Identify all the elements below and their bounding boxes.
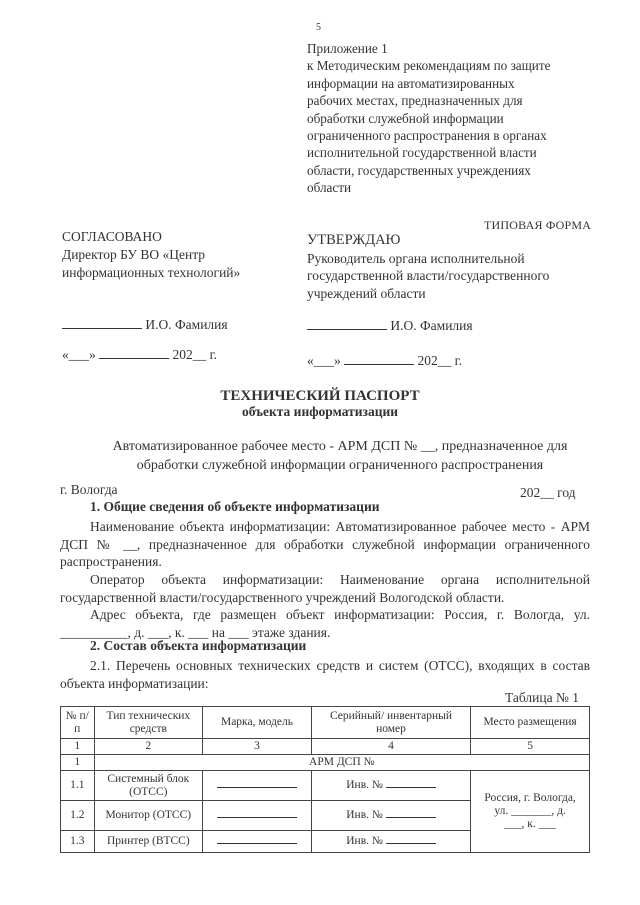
- table-cell: Принтер (ВТСС): [94, 831, 203, 853]
- table-cell: [311, 801, 470, 831]
- table-cell: [203, 801, 312, 831]
- blank-line: [217, 779, 297, 788]
- location-line: Россия, г. Вологда,: [484, 792, 576, 804]
- appendix-line: Приложение 1: [307, 41, 388, 56]
- table-header-cell: Место размещения: [471, 707, 590, 739]
- appendix-line: рабочих местах, предназначенных для: [307, 93, 523, 109]
- typical-form-label: ТИПОВАЯ ФОРМА: [484, 218, 592, 232]
- table-cell: [311, 771, 470, 801]
- date-month-line: [344, 363, 414, 365]
- approval-right-line: Руководитель органа исполнительной: [307, 250, 525, 266]
- date-month-line: [99, 357, 169, 359]
- approval-left-block: [62, 228, 287, 282]
- table-header-row: [61, 707, 590, 739]
- table-cell: 2: [94, 739, 203, 755]
- approval-left-heading: СОГЛАСОВАНО: [62, 229, 162, 244]
- appendix-line: ограниченного распространения в органах: [307, 128, 547, 144]
- section-1-paragraph: [60, 518, 590, 571]
- table-cell: АРМ ДСП №: [94, 755, 590, 771]
- arm-description: [90, 437, 590, 475]
- table-cell-location: [471, 771, 590, 853]
- table-header-cell: Серийный/ инвентарный номер: [311, 707, 470, 739]
- appendix-line: исполнительной государственной власти: [307, 145, 537, 161]
- inventory-label: Инв. №: [346, 835, 383, 847]
- signature-right: [307, 318, 473, 334]
- section-2-paragraph: [60, 657, 590, 692]
- paragraph-text: 2.1. Перечень основных технических средств и систем (ОТСС), входящих в состав объекта информатизации:: [60, 658, 590, 691]
- blank-line: [217, 809, 297, 818]
- table-cell: 4: [311, 739, 470, 755]
- appendix-line: области, государственных учреждениях: [307, 162, 531, 178]
- arm-description-line: обработки служебной информации ограниченного распространения: [136, 458, 544, 473]
- table-group-row: [61, 755, 590, 771]
- blank-line: [386, 779, 436, 788]
- approval-right-line: учреждений области: [307, 285, 426, 301]
- table-caption: Таблица № 1: [505, 690, 579, 705]
- approval-right-line: государственной власти/государственного: [307, 268, 550, 284]
- document-subtitle: объекта информатизации: [241, 404, 399, 419]
- equipment-table: [60, 706, 590, 853]
- date-left: [62, 347, 217, 363]
- date-year: 202__ г.: [172, 347, 218, 362]
- arm-description-line: Автоматизированное рабочее место - АРМ ДСП № __, предназначенное для: [112, 439, 568, 454]
- approval-right-block: [307, 232, 607, 302]
- table-cell: 5: [471, 739, 590, 755]
- signature-left: [62, 317, 228, 333]
- table-cell: [203, 831, 312, 853]
- date-day: «___»: [62, 347, 96, 362]
- table-header-cell: Марка, модель: [203, 707, 312, 739]
- approval-right-heading: УТВЕРЖДАЮ: [307, 232, 401, 248]
- blank-line: [386, 809, 436, 818]
- signature-line: [62, 327, 142, 329]
- blank-line: [386, 835, 436, 844]
- approval-left-line: информационных технологий»: [62, 265, 241, 280]
- location-line: ___, к. ___: [504, 818, 556, 830]
- table-row: [61, 771, 590, 801]
- approval-left-line: Директор БУ ВО «Центр: [62, 247, 206, 262]
- date-year: 202__ г.: [417, 353, 463, 368]
- table-header-cell: № п/п: [61, 707, 95, 739]
- section-1-paragraph: [60, 606, 590, 641]
- location-line: ул. _______, д.: [494, 805, 566, 817]
- table-cell: Системный блок (ОТСС): [94, 771, 203, 801]
- appendix-line: к Методическим рекомендациям по защите: [307, 58, 551, 74]
- appendix-note: [307, 40, 607, 197]
- table-cell: [311, 831, 470, 853]
- paragraph-text: Наименование объекта информатизации: Автоматизированное рабочее место - АРМ ДСП № __, предназначенное для обработки служебной информации ограниченного распространения.: [60, 519, 590, 569]
- paragraph-text: Адрес объекта, где размещен объект информатизации: Россия, г. Вологда, ул. __________, д. ___, к. ___ на ___ этаже здания.: [60, 607, 590, 640]
- table-numbering-row: [61, 739, 590, 755]
- table-cell: [203, 771, 312, 801]
- page-number: 5: [316, 22, 321, 33]
- appendix-line: обработки служебной информации: [307, 110, 504, 126]
- city: г. Вологда: [60, 482, 118, 497]
- date-day: «___»: [307, 353, 341, 368]
- table-cell: 1: [61, 755, 95, 771]
- blank-line: [217, 835, 297, 844]
- signature-name: И.О. Фамилия: [145, 317, 228, 332]
- table-cell: 3: [203, 739, 312, 755]
- section-1-heading: 1. Общие сведения об объекте информатизации: [90, 499, 380, 514]
- table-cell: 1.3: [61, 831, 95, 853]
- signature-line: [307, 328, 387, 330]
- appendix-line: информации на автоматизированных: [307, 75, 515, 91]
- inventory-label: Инв. №: [346, 779, 383, 791]
- table-cell: 1: [61, 739, 95, 755]
- year: 202__ год: [520, 485, 576, 500]
- section-2-heading: 2. Состав объекта информатизации: [90, 638, 307, 653]
- table-cell: 1.1: [61, 771, 95, 801]
- paragraph-text: Оператор объекта информатизации: Наименование органа исполнительной государственной власти/государственного учреждений Вологодской области.: [60, 572, 590, 605]
- appendix-line: области: [307, 180, 352, 196]
- document-title: ТЕХНИЧЕСКИЙ ПАСПОРТ: [220, 388, 420, 404]
- date-right: [307, 353, 462, 369]
- table-header-cell: Тип технических средств: [94, 707, 203, 739]
- table-cell: 1.2: [61, 801, 95, 831]
- inventory-label: Инв. №: [346, 809, 383, 821]
- signature-name: И.О. Фамилия: [390, 318, 473, 333]
- table-cell: Монитор (ОТСС): [94, 801, 203, 831]
- section-1-paragraph: [60, 571, 590, 606]
